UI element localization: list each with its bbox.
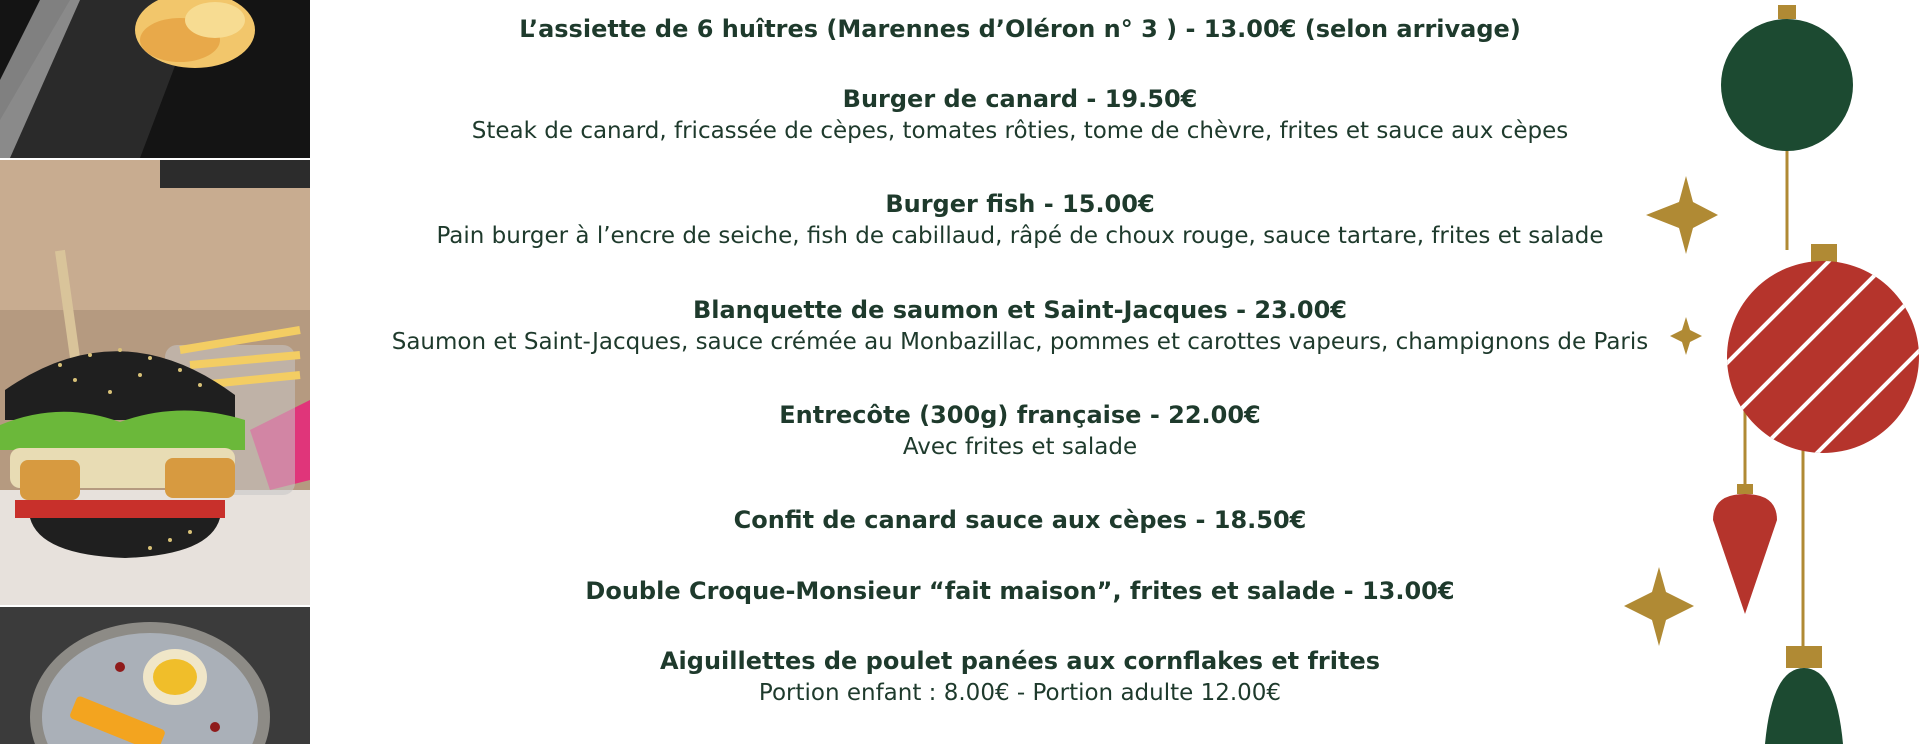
menu-item-title: Entrecôte (300g) française - 22.00€ bbox=[779, 401, 1261, 429]
menu-item-title: L’assiette de 6 huîtres (Marennes d’Oléron n° 3 ) - 13.00€ (selon arrivage) bbox=[519, 15, 1521, 43]
menu-item bbox=[330, 188, 1710, 252]
photo-column bbox=[0, 0, 310, 744]
menu-item-title: Aiguillettes de poulet panées aux cornflakes et frites bbox=[659, 647, 1381, 675]
fries-slate-photo bbox=[0, 0, 310, 158]
red-drop-ornament-icon bbox=[1713, 484, 1777, 614]
menu-item-description: Steak de canard, fricassée de cèpes, tomates rôties, tome de chèvre, frites et sauce aux cèpes bbox=[471, 118, 1569, 144]
dessert-plate-photo bbox=[0, 607, 310, 744]
green-bell-ornament-icon bbox=[1765, 646, 1843, 744]
menu-item bbox=[330, 294, 1710, 358]
menu-item bbox=[330, 575, 1710, 607]
star-icon bbox=[1624, 567, 1694, 646]
menu-item bbox=[330, 399, 1710, 463]
star-icon bbox=[1670, 317, 1702, 355]
christmas-decorations bbox=[1600, 0, 1920, 744]
menu-item bbox=[330, 83, 1710, 147]
menu-item bbox=[330, 13, 1710, 45]
menu-item-title: Burger de canard - 19.50€ bbox=[842, 85, 1198, 113]
menu-item-description: Pain burger à l’encre de seiche, fish de cabillaud, râpé de choux rouge, sauce tartare, frites et salade bbox=[436, 223, 1604, 249]
menu-item-title: Double Croque-Monsieur “fait maison”, frites et salade - 13.00€ bbox=[585, 577, 1455, 605]
star-icon bbox=[1646, 176, 1718, 254]
menu-item bbox=[330, 645, 1710, 709]
red-striped-ornament-icon bbox=[1700, 200, 1920, 470]
menu-item-title: Burger fish - 15.00€ bbox=[885, 190, 1155, 218]
burger-photo bbox=[0, 160, 310, 605]
menu-item-title: Blanquette de saumon et Saint-Jacques - 23.00€ bbox=[692, 296, 1348, 324]
menu-item-description: Saumon et Saint-Jacques, sauce crémée au Monbazillac, pommes et carottes vapeurs, champignons de Paris bbox=[391, 329, 1649, 355]
menu-item-title: Confit de canard sauce aux cèpes - 18.50€ bbox=[733, 506, 1307, 534]
menu-item-description: Portion enfant : 8.00€ - Portion adulte 12.00€ bbox=[758, 680, 1282, 706]
menu-item bbox=[330, 504, 1710, 536]
green-ornament-icon bbox=[1721, 5, 1853, 151]
menu-item-description: Avec frites et salade bbox=[902, 434, 1138, 460]
